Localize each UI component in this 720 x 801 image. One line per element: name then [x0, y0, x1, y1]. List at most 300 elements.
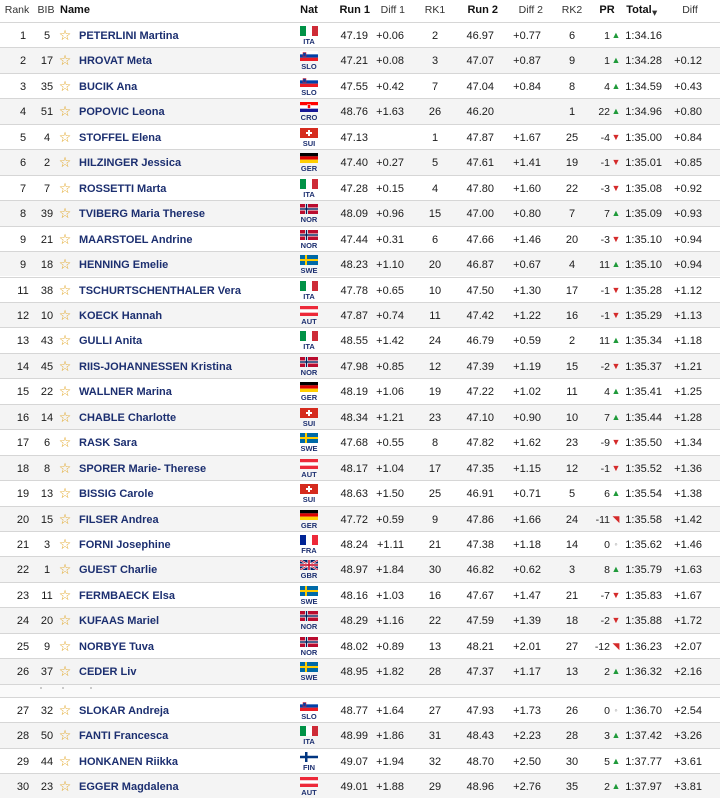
run2-diff: +0.62 — [513, 564, 541, 577]
nation: SUI — [302, 495, 316, 505]
rank: 15 — [16, 386, 30, 399]
rank: 26 — [16, 666, 30, 679]
run1-diff: +0.85 — [376, 360, 404, 373]
athlete-name[interactable]: FORNI Josephine — [79, 539, 171, 551]
table-row[interactable] — [0, 582, 720, 607]
athlete-name[interactable]: STOFFEL Elena — [79, 131, 162, 144]
bib: 10 — [40, 309, 54, 322]
run2-diff: +0.80 — [513, 208, 541, 221]
bib: 35 — [40, 80, 54, 93]
run1-time: 48.76 — [340, 106, 368, 119]
run1-time: 47.19 — [340, 30, 368, 42]
run2-rank: 5 — [568, 488, 576, 501]
rank: 28 — [16, 730, 30, 743]
total-diff: +1.38 — [674, 488, 702, 501]
athlete-name[interactable]: KUFAAS Mariel — [79, 615, 160, 628]
col-rk1[interactable]: RK1 — [424, 4, 446, 16]
rank: 2 — [19, 55, 27, 68]
athlete-name[interactable]: HILZINGER Jessica — [79, 157, 182, 170]
table-row[interactable] — [0, 506, 720, 531]
table-row[interactable] — [0, 531, 720, 556]
run1-rank: 8 — [431, 437, 439, 450]
nation: SWE — [300, 596, 318, 606]
athlete-name[interactable]: FILSER Andrea — [79, 513, 159, 526]
flag-icon — [300, 777, 318, 787]
table-row[interactable] — [0, 124, 720, 149]
flag-icon — [300, 179, 318, 189]
star-icon[interactable]: ☆ — [58, 663, 72, 680]
athlete-name[interactable]: FANTI Francesca — [79, 730, 169, 743]
total-time: 1:34.16 — [625, 30, 662, 42]
bib: 8 — [43, 462, 51, 475]
run2-diff: +0.71 — [513, 488, 541, 501]
total-time: 1:37.77 — [625, 755, 662, 768]
trend-up-icon: ▲ — [611, 755, 621, 766]
run1-diff: +0.42 — [376, 80, 404, 93]
bib: 17 — [40, 55, 54, 68]
col-rk2[interactable]: RK2 — [561, 4, 583, 16]
total-time: 1:35.88 — [625, 615, 662, 628]
rank: 4 — [19, 106, 27, 119]
col-pr[interactable]: PR — [599, 4, 615, 16]
table-row[interactable] — [0, 378, 720, 403]
table-row[interactable] — [0, 73, 720, 98]
star-icon[interactable]: ☆ — [58, 77, 72, 94]
run2-diff: +1.17 — [513, 666, 541, 679]
athlete-name[interactable]: CEDER Liv — [79, 666, 137, 679]
flag-icon — [300, 726, 318, 736]
rank: 24 — [16, 615, 30, 628]
flag-icon — [300, 255, 318, 265]
total-time: 1:35.01 — [625, 157, 662, 170]
athlete-name[interactable]: MAARSTOEL Andrine — [79, 233, 193, 246]
run2-time: 46.82 — [466, 564, 494, 577]
run1-rank: 22 — [428, 615, 442, 628]
star-icon[interactable]: ☆ — [58, 561, 72, 578]
table-row[interactable] — [0, 697, 720, 722]
rank: 14 — [16, 360, 30, 373]
total-time: 1:35.50 — [625, 437, 662, 450]
star-icon[interactable]: ☆ — [58, 357, 72, 374]
flag-icon — [300, 128, 318, 138]
nation: NOR — [300, 240, 318, 250]
table-row[interactable] — [0, 353, 720, 378]
position-change: 5 — [604, 755, 610, 768]
run2-rank: 6 — [568, 30, 576, 42]
flag-icon — [300, 408, 318, 418]
run2-rank: 14 — [565, 539, 579, 551]
table-row[interactable] — [0, 658, 720, 683]
star-icon[interactable]: ☆ — [58, 281, 72, 298]
run1-diff: +0.65 — [376, 284, 404, 297]
table-row[interactable] — [0, 633, 720, 658]
run2-time: 47.86 — [466, 513, 494, 526]
trend-down-icon: ▼ — [611, 360, 621, 371]
run1-rank: 1 — [431, 131, 439, 144]
bib: 32 — [40, 704, 54, 717]
position-change: 11 — [599, 335, 610, 348]
athlete-name[interactable]: FERMBAECK Elsa — [79, 589, 175, 602]
trend-up-icon: ▲ — [611, 488, 621, 499]
bib: 11 — [41, 589, 53, 602]
table-row[interactable] — [0, 302, 720, 327]
run1-diff: +1.84 — [376, 564, 404, 577]
trend-up-icon: ▲ — [611, 335, 621, 346]
table-row[interactable] — [0, 327, 720, 352]
run1-diff: +1.11 — [376, 539, 404, 551]
total-diff: +2.07 — [674, 640, 702, 653]
position-change: 2 — [604, 781, 610, 794]
run1-time: 47.68 — [340, 437, 368, 450]
run1-rank: 23 — [428, 411, 442, 424]
run1-diff: +0.89 — [376, 640, 404, 653]
flag-icon — [300, 637, 318, 647]
trend-down-icon: ▼ — [611, 131, 621, 142]
trend-up-icon: ▲ — [611, 386, 621, 397]
flag-icon — [300, 752, 318, 762]
run1-rank: 19 — [428, 386, 442, 399]
athlete-name[interactable]: TVIBERG Maria Therese — [79, 208, 205, 221]
table-row[interactable] — [0, 277, 720, 302]
col-diff[interactable]: Diff — [682, 4, 698, 16]
run1-time: 48.17 — [340, 462, 368, 475]
col-diff1[interactable]: Diff 1 — [380, 4, 405, 16]
star-icon[interactable]: ☆ — [58, 128, 72, 145]
athlete-name[interactable]: NORBYE Tuva — [79, 640, 154, 653]
star-icon[interactable]: ☆ — [58, 256, 72, 273]
star-icon[interactable]: ☆ — [58, 586, 72, 603]
run2-time: 47.82 — [466, 437, 494, 450]
run1-rank: 16 — [428, 589, 442, 602]
run2-time: 46.79 — [466, 335, 494, 348]
total-diff: +1.42 — [674, 513, 702, 526]
trend-up-icon: ▲ — [611, 564, 621, 575]
trend-down-icon: ▼ — [611, 182, 621, 193]
athlete-name[interactable]: TSCHURTSCHENTHALER Vera — [79, 284, 241, 297]
table-row[interactable] — [0, 98, 720, 123]
table-row[interactable] — [0, 404, 720, 429]
position-change: -1 — [600, 462, 610, 475]
run2-diff: +1.15 — [513, 462, 541, 475]
position-change: 22 — [598, 106, 610, 119]
total-diff: +0.84 — [674, 131, 702, 144]
star-icon[interactable]: ☆ — [58, 179, 72, 196]
col-name[interactable]: Name — [60, 4, 90, 16]
athlete-name[interactable]: RIIS-JOHANNESSEN Kristina — [79, 360, 232, 373]
total-time: 1:35.08 — [625, 182, 662, 195]
star-icon[interactable]: ☆ — [58, 27, 72, 43]
run1-diff: +1.42 — [376, 335, 404, 348]
total-diff: +1.13 — [674, 309, 702, 322]
star-icon[interactable]: ☆ — [58, 205, 72, 222]
table-row[interactable] — [0, 251, 720, 276]
position-change: 11 — [599, 259, 610, 272]
rank: 6 — [19, 157, 27, 170]
run1-time: 48.16 — [340, 589, 368, 602]
run1-rank: 2 — [431, 30, 439, 42]
athlete-name[interactable]: POPOVIC Leona — [79, 106, 165, 119]
nation: FIN — [302, 762, 316, 772]
bib: 14 — [40, 411, 54, 424]
run1-diff: +0.31 — [376, 233, 404, 246]
athlete-name[interactable]: HROVAT Meta — [79, 55, 152, 68]
rank: 18 — [16, 462, 30, 475]
flag-icon — [300, 586, 318, 596]
star-icon[interactable]: ☆ — [58, 485, 72, 502]
sort-down-icon[interactable]: ▾ — [652, 7, 658, 19]
flag-icon — [300, 611, 318, 621]
run1-diff: +0.96 — [376, 208, 404, 221]
col-nat[interactable]: Nat — [300, 4, 318, 16]
trend-flat-icon: ◦ — [614, 704, 618, 715]
table-row[interactable] — [0, 22, 720, 47]
star-icon[interactable]: ☆ — [58, 408, 72, 425]
run2-rank: 19 — [565, 157, 579, 170]
position-change: -2 — [600, 615, 610, 628]
nation: SLO — [301, 62, 317, 72]
run1-time: 48.77 — [340, 704, 368, 717]
run2-rank: 20 — [565, 233, 579, 246]
athlete-name[interactable]: SPORER Marie- Therese — [79, 462, 207, 475]
total-diff: +0.85 — [674, 157, 702, 170]
rank: 5 — [19, 131, 27, 144]
flag-icon — [300, 662, 318, 672]
nation: GER — [300, 520, 318, 530]
rank: 19 — [16, 488, 30, 501]
flag-icon — [300, 382, 318, 392]
run2-rank: 10 — [565, 411, 579, 424]
run1-diff: +0.15 — [376, 182, 404, 195]
run2-rank: 26 — [565, 704, 579, 717]
trend-up-icon: ▲ — [611, 208, 621, 219]
results-header — [0, 0, 720, 22]
star-icon[interactable]: ☆ — [58, 778, 72, 795]
table-row[interactable] — [0, 455, 720, 480]
run1-time: 47.13 — [340, 131, 368, 144]
nation: AUT — [301, 316, 317, 326]
total-diff: +1.46 — [674, 539, 702, 551]
run2-time: 46.97 — [466, 30, 494, 42]
bib: 23 — [40, 781, 54, 794]
star-icon[interactable]: ☆ — [58, 727, 72, 744]
star-icon[interactable]: ☆ — [58, 383, 72, 400]
star-icon[interactable]: ☆ — [58, 536, 72, 552]
col-rank[interactable]: Rank — [4, 4, 30, 16]
run1-diff: +1.10 — [376, 259, 404, 272]
run1-diff: +1.16 — [376, 615, 404, 628]
athlete-name[interactable]: SLOKAR Andreja — [79, 704, 170, 717]
table-row[interactable] — [0, 480, 720, 505]
athlete-name[interactable]: ROSSETTI Marta — [79, 182, 167, 195]
run2-rank: 21 — [565, 589, 579, 602]
bib: 39 — [40, 208, 54, 221]
athlete-name[interactable]: WALLNER Marina — [79, 386, 172, 399]
col-run1[interactable]: Run 1 — [339, 4, 370, 16]
total-time: 1:35.10 — [625, 259, 662, 272]
position-change: -3 — [600, 233, 610, 246]
athlete-name[interactable]: HENNING Emelie — [79, 259, 169, 272]
flag-icon — [300, 357, 318, 367]
star-icon[interactable]: ☆ — [58, 612, 72, 629]
total-diff: +0.92 — [674, 182, 702, 195]
run2-time: 47.61 — [466, 157, 494, 170]
rank: 3 — [19, 80, 27, 93]
nation: NOR — [300, 622, 318, 632]
nation: NOR — [300, 215, 318, 225]
nation: SWE — [300, 266, 318, 276]
bib: 18 — [40, 259, 54, 272]
run2-rank: 4 — [568, 259, 576, 272]
nation: CRO — [300, 113, 318, 123]
nation: SWE — [300, 673, 318, 683]
athlete-name[interactable]: HONKANEN Riikka — [79, 755, 179, 768]
run1-diff: +1.21 — [376, 411, 404, 424]
athlete-name[interactable]: KOECK Hannah — [79, 309, 163, 322]
athlete-name[interactable]: CHABLE Charlotte — [79, 411, 177, 424]
run1-time: 47.28 — [340, 182, 368, 195]
table-row[interactable] — [0, 200, 720, 225]
total-time: 1:35.29 — [625, 309, 662, 322]
total-time: 1:35.83 — [625, 589, 662, 602]
trend-up-icon: ▲ — [611, 55, 621, 66]
table-row[interactable] — [0, 722, 720, 747]
bib: 20 — [40, 615, 54, 628]
total-time: 1:34.59 — [625, 80, 662, 93]
rank: 7 — [19, 182, 27, 195]
star-icon[interactable]: ☆ — [58, 306, 72, 323]
rank: 20 — [16, 513, 30, 526]
star-icon[interactable]: ☆ — [58, 434, 72, 451]
run2-time: 46.20 — [466, 106, 494, 119]
run1-diff: +1.82 — [376, 666, 404, 679]
athlete-name[interactable]: EGGER Magdalena — [79, 781, 179, 794]
run2-time: 47.80 — [466, 182, 494, 195]
trend-up-icon: ▲ — [611, 781, 621, 792]
total-diff: +1.18 — [674, 335, 702, 348]
star-icon[interactable]: ☆ — [58, 510, 72, 527]
bib: 1 — [43, 564, 51, 577]
col-total[interactable]: Total — [626, 4, 652, 16]
table-row[interactable] — [0, 175, 720, 200]
run2-rank: 11 — [566, 386, 578, 399]
star-icon[interactable]: ☆ — [58, 752, 72, 769]
table-row[interactable] — [0, 556, 720, 581]
total-diff: +1.28 — [674, 411, 702, 424]
run2-time: 47.37 — [466, 666, 494, 679]
run2-time: 47.67 — [466, 589, 494, 602]
run1-time: 48.95 — [340, 666, 368, 679]
position-change: 8 — [604, 564, 610, 577]
star-icon[interactable]: ☆ — [58, 154, 72, 171]
total-time: 1:36.23 — [625, 640, 662, 653]
star-icon[interactable]: ☆ — [58, 701, 72, 718]
table-row[interactable] — [0, 748, 720, 773]
run2-time: 47.93 — [466, 704, 494, 717]
table-row[interactable] — [0, 607, 720, 632]
nation: GER — [300, 393, 318, 403]
total-diff: +0.94 — [674, 233, 702, 246]
table-row[interactable] — [0, 226, 720, 251]
rank: 13 — [16, 335, 30, 348]
run2-diff: +0.59 — [513, 335, 541, 348]
star-icon[interactable]: ☆ — [58, 103, 72, 120]
athlete-name[interactable]: BISSIG Carole — [79, 488, 154, 501]
total-diff: +1.21 — [674, 360, 702, 373]
star-icon[interactable]: ☆ — [58, 637, 72, 654]
rank: 22 — [16, 564, 30, 577]
total-diff: +1.72 — [674, 615, 702, 628]
col-run2[interactable]: Run 2 — [467, 4, 498, 16]
table-row[interactable] — [0, 47, 720, 72]
total-diff: +0.43 — [674, 80, 702, 93]
run1-rank: 20 — [428, 259, 442, 272]
position-change: 7 — [604, 208, 610, 221]
rank: 11 — [17, 284, 29, 297]
run2-diff: +1.19 — [513, 360, 541, 373]
position-change: 2 — [604, 666, 610, 679]
table-row[interactable] — [0, 429, 720, 454]
run2-diff: +1.22 — [513, 309, 541, 322]
run2-rank: 23 — [565, 437, 579, 450]
run1-rank: 5 — [431, 157, 439, 170]
position-change: -3 — [600, 182, 610, 195]
nation: GER — [300, 164, 318, 174]
run2-diff: +0.67 — [513, 259, 541, 272]
run2-rank: 17 — [565, 284, 579, 297]
run1-diff: +1.03 — [376, 589, 404, 602]
bib: 50 — [40, 730, 54, 743]
run2-rank: 30 — [565, 755, 579, 768]
athlete-name[interactable]: GUEST Charlie — [79, 564, 158, 577]
table-row[interactable] — [0, 773, 720, 798]
athlete-name[interactable]: BUCIK Ana — [79, 80, 138, 93]
bib: 44 — [40, 755, 54, 768]
total-time: 1:36.32 — [625, 666, 662, 679]
col-diff2[interactable]: Diff 2 — [518, 4, 543, 16]
position-change: 7 — [604, 411, 610, 424]
star-icon[interactable]: ☆ — [58, 332, 72, 349]
run1-rank: 32 — [428, 755, 442, 768]
athlete-name[interactable]: PETERLINI Martina — [79, 30, 179, 42]
flag-icon — [300, 230, 318, 240]
run2-time: 48.96 — [466, 781, 494, 794]
run2-time: 47.59 — [466, 615, 494, 628]
run1-time: 48.55 — [340, 335, 368, 348]
run2-rank: 9 — [568, 55, 576, 68]
table-row[interactable] — [0, 149, 720, 174]
trend-down-icon: ▼ — [611, 462, 621, 473]
run1-time: 47.21 — [340, 55, 368, 68]
col-bib[interactable]: BIB — [37, 4, 55, 16]
star-icon[interactable]: ☆ — [58, 459, 72, 476]
flag-icon — [300, 510, 318, 520]
flag-icon — [300, 204, 318, 214]
run2-rank: 24 — [565, 513, 579, 526]
run2-time: 48.43 — [466, 730, 494, 743]
position-change: 1 — [604, 55, 610, 68]
run1-rank: 11 — [429, 309, 441, 322]
trend-up-icon: ▲ — [611, 411, 621, 422]
run2-diff: +1.39 — [513, 615, 541, 628]
star-icon[interactable]: ☆ — [58, 230, 72, 247]
run1-diff: +0.27 — [376, 157, 404, 170]
run1-time: 48.24 — [340, 539, 368, 551]
run2-time: 47.87 — [466, 131, 494, 144]
total-time: 1:35.79 — [625, 564, 662, 577]
athlete-name[interactable]: GULLI Anita — [79, 335, 143, 348]
athlete-name[interactable]: RASK Sara — [79, 437, 138, 450]
star-icon[interactable]: ☆ — [58, 52, 72, 69]
